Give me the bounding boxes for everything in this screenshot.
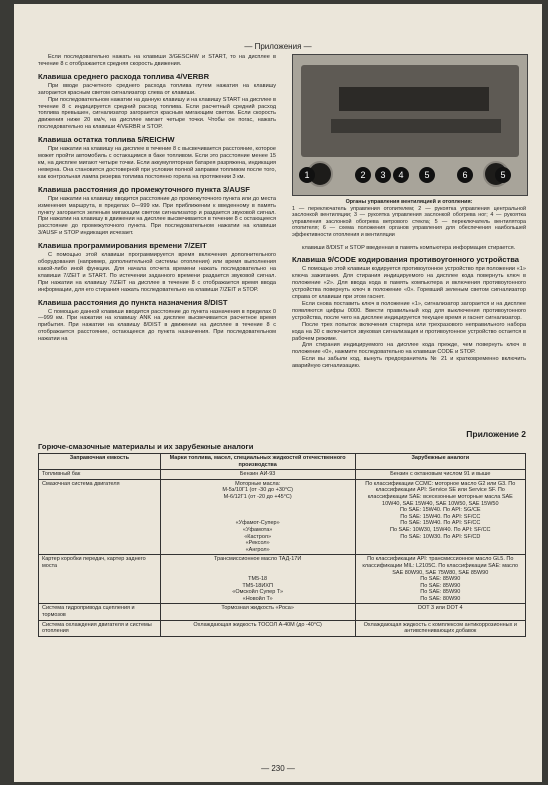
paragraph: С помощью этой клавиши кодируется противоугонное устройство при положении «1» ключа зажигания. Для стирания индицируемого на дисплее кода повернуть ключ в положение «2». Для ввода кода в память компьютера и включения противоугонного устройства повернуть ключ в положение «0». Горевший зеленым светом сигнализатор справа от клавиши при этом гаснет. <box>292 266 526 301</box>
table-title: Горюче-смазочные материалы и их зарубежные аналоги <box>38 442 254 451</box>
right-column <box>292 54 526 370</box>
column-header: Марки топлива, масел, специальных жидкостей отечественного производства <box>160 454 355 470</box>
appendix <box>38 429 526 637</box>
book-page <box>14 4 542 782</box>
right-text <box>292 245 526 371</box>
paragraph: При вводе расчетного среднего расхода топлива путем нажатия на клавишу загорается красным светом сигнализатор слева от клавиши. <box>38 82 276 96</box>
section-heading: Клавиша расстояния до промежуточного пункта 3/AUSF <box>38 184 250 194</box>
section-heading: Клавиша среднего расхода топлива 4/VERBR <box>38 71 210 81</box>
control-buttons <box>331 119 501 133</box>
paragraph: При нажатии на клавишу на дисплее в течение 8 с высвечивается расстояние, которое может пройти автомобиль с остающимся в баке топливом. Если это расстояние менее 15 км, на дисплее мигают четыре точки. Если аккумуляторная батарея разряжена, индикация неверна. Она становится достоверной при условии полной заправки топливом после того, как контрольная лампа резерва топлива постоянно горела на протяжении 3 км. <box>38 146 276 180</box>
caption-title: Органы управления вентиляцией и отопления: <box>345 199 473 205</box>
table-cell: Смазочная система двигателя <box>39 479 161 555</box>
dashboard-panel <box>301 65 519 157</box>
paragraph: При последовательном нажатии на данную клавишу и на клавишу START на дисплее в течение 8 с индицируется средний расход топлива. Если расчетный средний расход топлива превышен, сигнализатор загорается красным мигающим светом. Если скорость движения ниже 20 км/ч, на дисплее мигает четыре точки. Чтобы он погас, нажать последовательно на клавиши 4/VERBR и STOP. <box>38 96 276 131</box>
page-header: — Приложения — <box>244 42 312 51</box>
column-header: Заправочная емкость <box>39 454 161 470</box>
table-cell: По классификации API: трансмиссионное масло GL5. По классификации MIL: L2105C. По классификации SAE: масло SAE 80W90, SAE 75W80, SAE 85W90 По SAE: 85W90 По SAE: 85W90 По SAE: 85W90 По SAE: 80W90 <box>355 555 525 604</box>
section-heading: Клавиша остатка топлива 5/REICHW <box>38 135 175 145</box>
paragraph: С помощью этой клавиши программируется время включения дополнительного оборудования (например, дополнительной системы отопления) или время выполнения какой-либо иной функции. Для начала отсчета времени нажать последовательно на клавиши 7/ZEIT и START. По истечении заданного времени раздается звуковой сигнал. При нажатии на клавишу 7/ZEIT на дисплее в течение 8 с отображается время ввода информации, для его стирания нажать последовательно на клавиши 7/ZEIT и STOP. <box>38 252 276 293</box>
paragraph: Если вы забыли код, вынуть предохранитель № 21 и кратковременно включить аварийную сигнализацию. <box>292 356 526 370</box>
table-cell: Трансмиссионное масло ТАД-17И ТМ5-18 ТМ5-18ИХП «Омскойл Супер Т» «Новойл Т» <box>160 555 355 604</box>
callout-number: 2 <box>355 167 371 183</box>
table-cell: DOT 3 или DOT 4 <box>355 604 525 620</box>
table-row <box>39 604 526 620</box>
table-row <box>39 470 526 480</box>
paragraph: Если последовательно нажать на клавиши 3/GESCHW и START, то на дисплее в течение 8 с отображается средняя скорость движения. <box>38 54 276 67</box>
heater-controls-photo <box>292 54 528 196</box>
column-header: Зарубежные аналоги <box>355 454 525 470</box>
callout-number: 4 <box>393 167 409 183</box>
radio-slot <box>339 87 489 111</box>
figure-caption <box>292 199 526 239</box>
table-cell: Бензин АИ-93 <box>160 470 355 480</box>
table-cell: Система гидропривода сцепления и тормозов <box>39 604 161 620</box>
callout-number: 5 <box>419 167 435 183</box>
callout-number: 6 <box>457 167 473 183</box>
table-cell: Система охлаждения двигателя и системы отопления <box>39 620 161 636</box>
left-column <box>38 54 276 343</box>
table-header-row <box>39 454 526 470</box>
table-cell: Топливный бак <box>39 470 161 480</box>
callout-number: 1 <box>299 167 315 183</box>
lubricants-table <box>38 453 526 637</box>
callout-number: 5 <box>495 167 511 183</box>
table-row <box>39 555 526 604</box>
caption-text: 1 — переключатель управления отопителем; 2 — рукоятка управления центральной заслонкой вентиляции; 3 — рукоятка управления заслонкой обогрева ног; 4 — рукоятка управления заслонкой обогрева ветрового стекла; 5 — переключатель вентилятора отопителя; 6 — схема положения органов управления для обеспечения наибольшей эффективности отопления и вентиляции <box>292 205 526 238</box>
page-number: — 230 — <box>261 764 295 773</box>
table-cell: По классификации CCMC: моторное масло G2 или G3. По классификации API: Service SE или Service SF. По классификации SAE: всесезонные моторные масла SAE 10W40, SAE 15W40, SAE 10W50, SAE 15W50 По SAE: 15W40. По API: SG/CE По SAE: 15W40. По API: SF/CC По SAE: 15W40. По API: SF/CC По SAE: 10W30, 15W40. По API: SF/CC По SAE: 10W30. По API: SF/CD <box>355 479 525 555</box>
table-cell: Охлаждающая жидкость с комплексом антикоррозионных и антивспенивающих добавок <box>355 620 525 636</box>
table-row <box>39 479 526 555</box>
paragraph: После трех попыток включения стартера или трехразового неправильного набора кода на 30 с включается звуковая сигнализация и противоугонное устройство остается в рабочем режиме. <box>292 321 526 342</box>
section-heading: Клавиша 9/CODE кодирования противоугонного устройства <box>292 255 520 265</box>
table-cell: Моторные масла: М-5з/10Г1 (от -30 до +30°С) М-6/12Г1 (от -20 до +45°С) «Уфамот-Супер» «Уфамота» «Кастрол» «Рексол» «Ангрол» <box>160 479 355 555</box>
paragraph: При нажатии на клавишу вводится расстояние до промежуточного пункта или до места изменения маршрута, в пределах 0—999 км. При приближении к введенному в память пункту загорается зеленым мигающим светом сигнализатор и раздается звуковой сигнал. При нажатии на клавишу в движении на дисплее высвечивается в течение 8 с остающееся расстояние до промежуточного пункта. При последовательном нажатии на клавиши 3/AUSF и STOP индикация исчезает. <box>38 195 276 237</box>
section-heading: Клавиша программирования времени 7/ZEIT <box>38 241 207 251</box>
paragraph: клавиши 8/DIST и STOP введенная в память компьютера информация стирается. <box>302 244 516 251</box>
table-cell: Тормозная жидкость «Роса» <box>160 604 355 620</box>
callout-number: 3 <box>375 167 391 183</box>
table-row <box>39 620 526 636</box>
section-heading: Клавиша расстояния до пункта назначения 8/DIST <box>38 297 228 307</box>
table-cell: Картер коробки передач, картер заднего моста <box>39 555 161 604</box>
paragraph: С помощью данной клавиши вводится расстояние до пункта назначения в пределах 0—999 км. При нажатии на клавишу ANK на дисплее высвечивается расчетное время прибытия. При нажатии на клавишу 8/DIST в движении на дисплее в течение 8 с отображается расстояние, остающееся до пункта назначения. При последовательном нажатии на <box>38 308 276 343</box>
paragraph: Для стирания индицируемого на дисплее кода прежде, чем повернуть ключ в положение «0», нажмите последовательно на клавиши CODE и STOP. <box>292 342 526 356</box>
table-cell: Бензин с октановым числом 91 и выше <box>355 470 525 480</box>
table-cell: Охлаждающая жидкость ТОСОЛ А-40М (до -40°С) <box>160 620 355 636</box>
appendix-title: Приложение 2 <box>466 429 526 439</box>
paragraph: Если снова поставить ключ в положение «1», сигнализатор загорается и на дисплее появляются цифры 0000. Ввести правильный код для выключения противоугонного устройства, после чего на дисплее индицируется текущее время и гаснет сигнализатор. <box>292 301 526 321</box>
